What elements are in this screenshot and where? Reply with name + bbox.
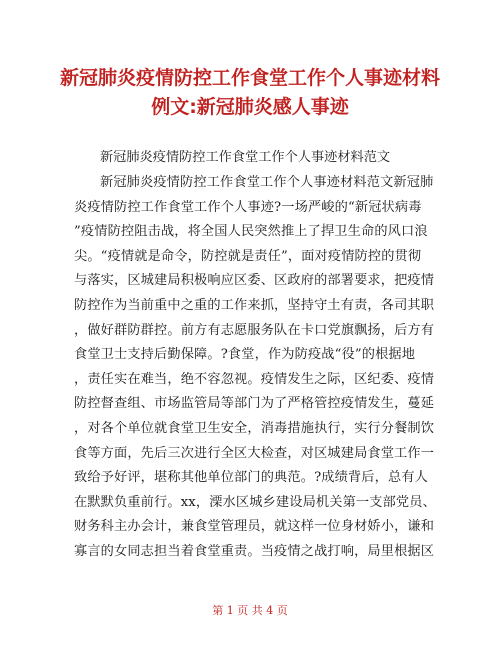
body-line: 寡言的女同志担当着食堂重责。当疫情之战打响，局里根据区 bbox=[74, 543, 435, 559]
document-subtitle: 新冠肺炎疫情防控工作食堂工作个人事迹材料范文 bbox=[100, 150, 391, 165]
body-line: 防控督查组、市场监管局等部门为了严格管控疫情发生，蔓延 bbox=[74, 396, 435, 412]
body-line: ，责任实在难当，绝不容忽视。疫情发生之际，区纪委、疫情 bbox=[74, 371, 435, 387]
document-body bbox=[74, 171, 434, 565]
body-line: 尖。“疫情就是命令，防控就是责任”，面对疫情防控的贯彻 bbox=[74, 248, 422, 264]
body-line: 防控作为当前重中之重的工作来抓，坚持守土有责，各司其职 bbox=[74, 297, 435, 313]
page-number-footer: 第 1 页 共 4 页 bbox=[212, 604, 288, 617]
body-line: 食等方面，先后三次进行全区大检查，对区城建局食堂工作一 bbox=[74, 445, 435, 461]
body-line: 食堂卫士支持后勤保障。?食堂，作为防疫战“役”的根据地 bbox=[74, 347, 416, 363]
body-line: ，做好群防群控。前方有志愿服务队在卡口党旗飘扬，后方有 bbox=[74, 322, 435, 338]
body-line: 新冠肺炎疫情防控工作食堂工作个人事迹材料范文新冠肺 bbox=[100, 175, 434, 190]
body-line: 与落实，区城建局积极响应区委、区政府的部署要求，把疫情 bbox=[74, 273, 435, 289]
body-line: ”疫情防控阻击战，将全国人民突然推上了捍卫生命的风口浪 bbox=[74, 224, 428, 240]
body-line: 致给予好评，堪称其他单位部门的典范。?成绩背后，总有人 bbox=[74, 470, 428, 486]
body-line: 在默默负重前行。xx，溧水区城乡建设局机关第一支部党员、 bbox=[74, 494, 436, 510]
document-title-line-2: 例文:新冠肺炎感人事迹 bbox=[151, 96, 349, 118]
body-line: 炎疫情防控工作食堂工作个人事迹?一场严峻的“新冠状病毒 bbox=[74, 199, 422, 215]
body-line: ，对各个单位就食堂卫生安全，消毒措施执行，实行分餐制饮 bbox=[74, 420, 435, 436]
body-line: 财务科主办会计，兼食堂管理员，就这样一位身材娇小，谦和 bbox=[74, 519, 435, 535]
document-title-line-1: 新冠肺炎疫情防控工作食堂工作个人事迹材料 bbox=[60, 67, 441, 89]
